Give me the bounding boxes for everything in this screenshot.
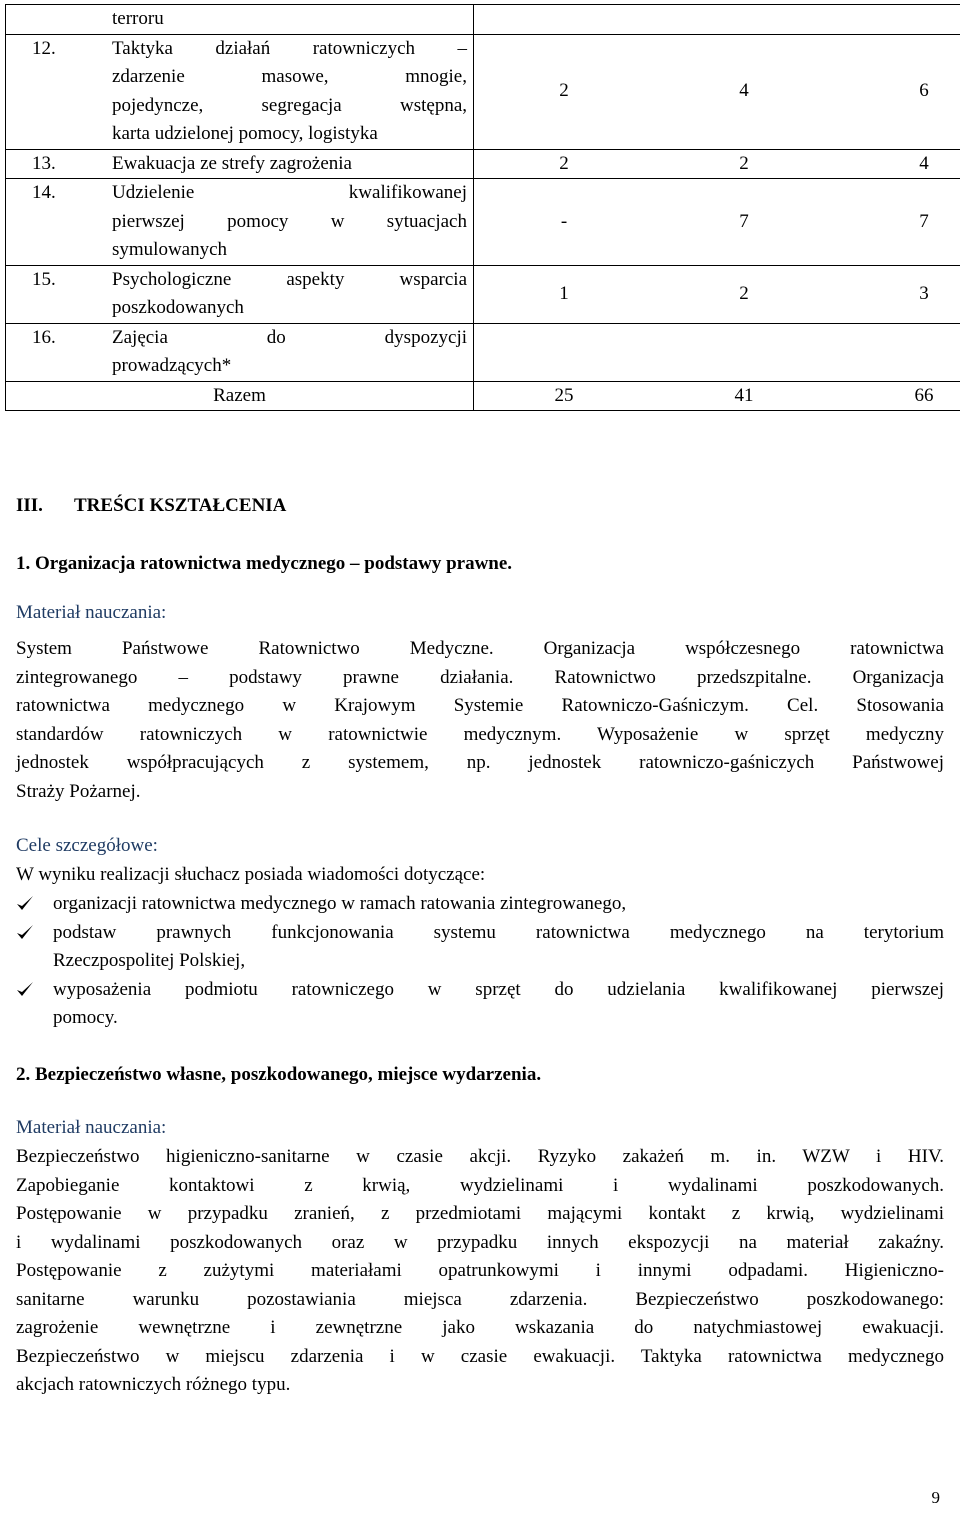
table-row <box>6 34 960 149</box>
row-topic-line: pojedyncze, segregacja wstępna, <box>112 92 467 121</box>
goal-line: pomocy. <box>53 1007 118 1028</box>
section-heading <box>16 492 944 521</box>
section-title: TREŚCI KSZTAŁCENIA <box>74 495 286 516</box>
paragraph-line: Bezpieczeństwo higieniczno-sanitarne w czasie akcji. Ryzyko zakażeń m. in. WZW i HIV. <box>16 1143 944 1172</box>
row-number: 13. <box>6 149 107 179</box>
row-topic-line: Ewakuacja ze strefy zagrożenia <box>112 150 467 179</box>
sum-v1: 25 <box>474 381 655 411</box>
paragraph-line: Bezpieczeństwo w miejscu zdarzenia i w czasie ewakuacji. Taktyka ratownictwa medycznego <box>16 1343 944 1372</box>
row-hours-v2: 4 <box>654 34 834 149</box>
row-topic <box>106 265 474 323</box>
paragraph-line: akcjach ratowniczych różnego typu. <box>16 1371 944 1400</box>
table-row <box>6 5 960 35</box>
row-hours-v1 <box>474 323 655 381</box>
topic-1-goals-label: Cele szczegółowe: <box>16 832 944 861</box>
row-topic-line: zdarzenie masowe, mnogie, <box>112 63 467 92</box>
sum-label: Razem <box>6 381 474 411</box>
row-topic-line: Taktyka działań ratowniczych – <box>112 35 467 64</box>
paragraph-line: Zapobieganie kontaktowi z krwią, wydzielinami i wydalinami poszkodowanych. <box>16 1172 944 1201</box>
topic-1-material-text <box>16 635 944 806</box>
row-hours-v2 <box>654 323 834 381</box>
row-hours-v1 <box>474 5 655 35</box>
row-topic <box>106 149 474 179</box>
row-hours-v3: 4 <box>834 149 960 179</box>
table-sum-row <box>6 381 960 411</box>
paragraph-line: Postępowanie w przypadku zranień, z przedmiotami mającymi kontakt z krwią, wydzielinami <box>16 1200 944 1229</box>
row-topic-line: Udzielenie kwalifikowanej <box>112 179 467 208</box>
paragraph-line: sanitarne warunku pozostawiania miejsca zdarzenia. Bezpieczeństwo poszkodowanego: <box>16 1286 944 1315</box>
goal-line: organizacji ratownictwa medycznego w ramach ratowania zintegrowanego, <box>53 893 626 914</box>
row-topic-line: pierwszej pomocy w sytuacjach <box>112 208 467 237</box>
row-hours-v2: 7 <box>654 179 834 266</box>
row-hours-v2 <box>654 5 834 35</box>
row-number: 14. <box>6 179 107 266</box>
row-hours-v3: 3 <box>834 265 960 323</box>
row-hours-v1: 1 <box>474 265 655 323</box>
goal-item <box>16 890 944 919</box>
row-number: 12. <box>6 34 107 149</box>
goal-item <box>16 919 944 976</box>
hours-table <box>5 4 960 411</box>
topic-1-title: 1. Organizacja ratownictwa medycznego – podstawy prawne. <box>16 550 944 579</box>
row-number: 15. <box>6 265 107 323</box>
paragraph-line: standardów ratowniczych w ratownictwie medycznym. Wyposażenie w sprzęt medyczny <box>16 721 944 750</box>
paragraph-line: System Państwowe Ratownictwo Medyczne. Organizacja współczesnego ratownictwa <box>16 635 944 664</box>
goal-item <box>16 976 944 1033</box>
row-number <box>6 5 107 35</box>
row-topic-line: Psychologiczne aspekty wsparcia <box>112 266 467 295</box>
row-hours-v3 <box>834 323 960 381</box>
goal-line: Rzeczpospolitej Polskiej, <box>53 950 245 971</box>
page-number: 9 <box>932 1484 941 1513</box>
table-row <box>6 323 960 381</box>
sum-v3: 66 <box>834 381 960 411</box>
topic-1-goals-list <box>16 890 944 1033</box>
row-topic-line: karta udzielonej pomocy, logistyka <box>112 120 467 149</box>
check-icon <box>16 980 34 998</box>
table-row <box>6 149 960 179</box>
row-topic <box>106 179 474 266</box>
row-hours-v2: 2 <box>654 149 834 179</box>
paragraph-line: zintegrowanego – podstawy prawne działania. Ratownictwo przedszpitalne. Organizacja <box>16 664 944 693</box>
topic-2-title: 2. Bezpieczeństwo własne, poszkodowanego, miejsce wydarzenia. <box>16 1061 944 1090</box>
row-hours-v3: 6 <box>834 34 960 149</box>
row-topic-line: Zajęcia do dyspozycji <box>112 324 467 353</box>
paragraph-line: i wydalinami poszkodowanych oraz w przypadku innych ekspozycji na materiał zakaźny. <box>16 1229 944 1258</box>
goal-line: wyposażenia podmiotu ratowniczego w sprzęt do udzielania kwalifikowanej pierwszej <box>53 976 944 1005</box>
row-topic-line: terroru <box>112 5 467 34</box>
topic-1-goals-intro: W wyniku realizacji słuchacz posiada wiadomości dotyczące: <box>16 861 944 890</box>
paragraph-line: zagrożenie wewnętrzne i zewnętrzne jako wskazania do natychmiastowej ewakuacji. <box>16 1314 944 1343</box>
row-hours-v1: - <box>474 179 655 266</box>
row-topic <box>106 5 474 35</box>
goal-line: podstaw prawnych funkcjonowania systemu ratownictwa medycznego na terytorium <box>53 919 944 948</box>
row-hours-v1: 2 <box>474 149 655 179</box>
table-row <box>6 179 960 266</box>
row-hours-v3: 7 <box>834 179 960 266</box>
row-topic-line: symulowanych <box>112 236 467 265</box>
topic-2-material-text <box>16 1143 944 1400</box>
row-topic <box>106 34 474 149</box>
sum-v2: 41 <box>654 381 834 411</box>
paragraph-line: jednostek współpracujących z systemem, np. jednostek ratowniczo-gaśniczych Państwowej <box>16 749 944 778</box>
row-hours-v3 <box>834 5 960 35</box>
row-topic <box>106 323 474 381</box>
row-number: 16. <box>6 323 107 381</box>
section-roman: III. <box>16 492 74 521</box>
check-icon <box>16 894 34 912</box>
row-hours-v1: 2 <box>474 34 655 149</box>
row-topic-line: prowadzących* <box>112 352 467 381</box>
paragraph-line: Postępowanie z zużytymi materiałami opatrunkowymi i innymi odpadami. Higieniczno- <box>16 1257 944 1286</box>
row-topic-line: poszkodowanych <box>112 294 467 323</box>
paragraph-line: Straży Pożarnej. <box>16 778 944 807</box>
check-icon <box>16 923 34 941</box>
topic-1-material-label: Materiał nauczania: <box>16 599 944 628</box>
table-row <box>6 265 960 323</box>
row-hours-v2: 2 <box>654 265 834 323</box>
topic-2-material-label: Materiał nauczania: <box>16 1114 944 1143</box>
paragraph-line: ratownictwa medycznego w Krajowym Systemie Ratowniczo-Gaśniczym. Cel. Stosowania <box>16 692 944 721</box>
